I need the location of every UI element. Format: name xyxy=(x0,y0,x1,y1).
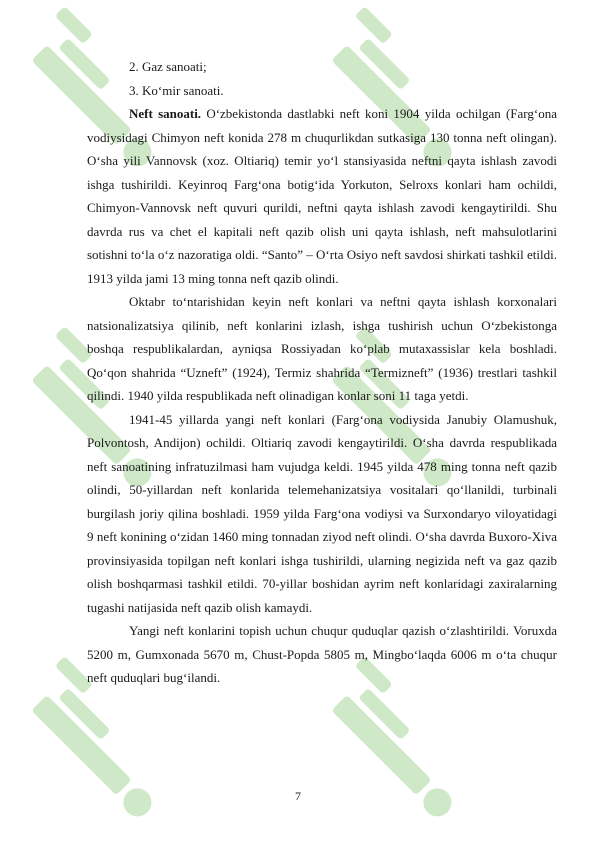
paragraph-text: O‘zbekistonda dastlabki neft koni 1904 yilda ochilgan (Farg‘ona vodiysidagi Chimyon neft konida 278 m chuqurlikdan sutkasiga 130 tonna neft olingan). O‘sha yili Vannovsk (xoz. Oltiariq) temir yo‘l stansiyasida neftni qayta ishlash zavodi ishga tushirildi. Keyinroq Farg‘ona botig‘ida Yorkuton, Selroxs konlari ham ochildi, Chimyon-Vannovsk neft quvuri qurildi, neftni qayta ishlash zavodi kengaytirildi. Shu davrda rus va chet el kapitali neft qazib olish uni qayta ishlash, neft mahsulotlarini sotishni to‘la o‘z nazoratiga oldi. “Santo” – O‘rta Osiyo neft savdosi shirkati tashkil etildi. 1913 yilda jami 13 ming tonna neft qazib olindi. xyxy=(87,106,557,286)
paragraph-october: Oktabr to‘ntarishidan keyin neft konlari va neftni qayta ishlash korxonalari natsionalizatsiya qilinib, neft konlarini izlash, ishga tushirish uchun O‘zbekistonga boshqa respublikalardan, ayniqsa Rossiyadan ko‘plab mutaxassislar kela boshladi. Qo‘qon shahrida “Uzneft” (1924), Termiz shahrida “Termizneft” (1936) trestlari tashkil qilindi. 1940 yilda respublikada neft olinadigan konlar soni 11 taga yetdi. xyxy=(87,294,557,403)
paragraph-1941-45: 1941-45 yillarda yangi neft konlari (Farg‘ona vodiysida Janubiy Olamushuk, Polvontosh, Andijon) ochildi. Oltiariq zavodi kengaytirildi. O‘sha davrda respublikada neft sanoatining infratuzilmasi ham vujudga keldi. 1945 yilda 478 ming tonna neft qazib olindi, 50-yillardan neft konlarida telemehanizatsiya vositalari qo‘llanildi, turbinali burgilash joriy qilina boshladi. 1959 yilda Farg‘ona vodiysi va Surxondaryo viloyatidagi 9 neft konining o‘zidan 1460 ming tonnadan ziyod neft olindi. O‘sha davrda Buxoro-Xiva provinsiyasida topilgan neft konlari ishga tushirildi, ularning negizida neft va gaz qazib olish boshqarmasi tashkil etildi. 70-yillar boshidan ayrim neft konlaridagi zaxiralarning tugashi natijasida neft qazib olish kamaydi. xyxy=(87,411,557,615)
paragraph-oil-industry xyxy=(87,102,557,290)
page-number: 7 xyxy=(295,789,301,803)
section-heading-oil: Neft sanoati. xyxy=(129,106,202,121)
page-content xyxy=(87,55,557,690)
list-item-coal: 3. Ko‘mir sanoati. xyxy=(129,82,224,98)
list-item-gas: 2. Gaz sanoati; xyxy=(129,59,207,74)
paragraph-deep-wells: Yangi neft konlarini topish uchun chuqur quduqlar qazish o‘zlashtirildi. Voruxda 5200 m, Gumxonada 5670 m, Chust-Popda 5805 m, Mingbo‘laqda 6006 m o‘ta chuqur neft quduqlari bug‘ilandi. xyxy=(87,623,557,685)
